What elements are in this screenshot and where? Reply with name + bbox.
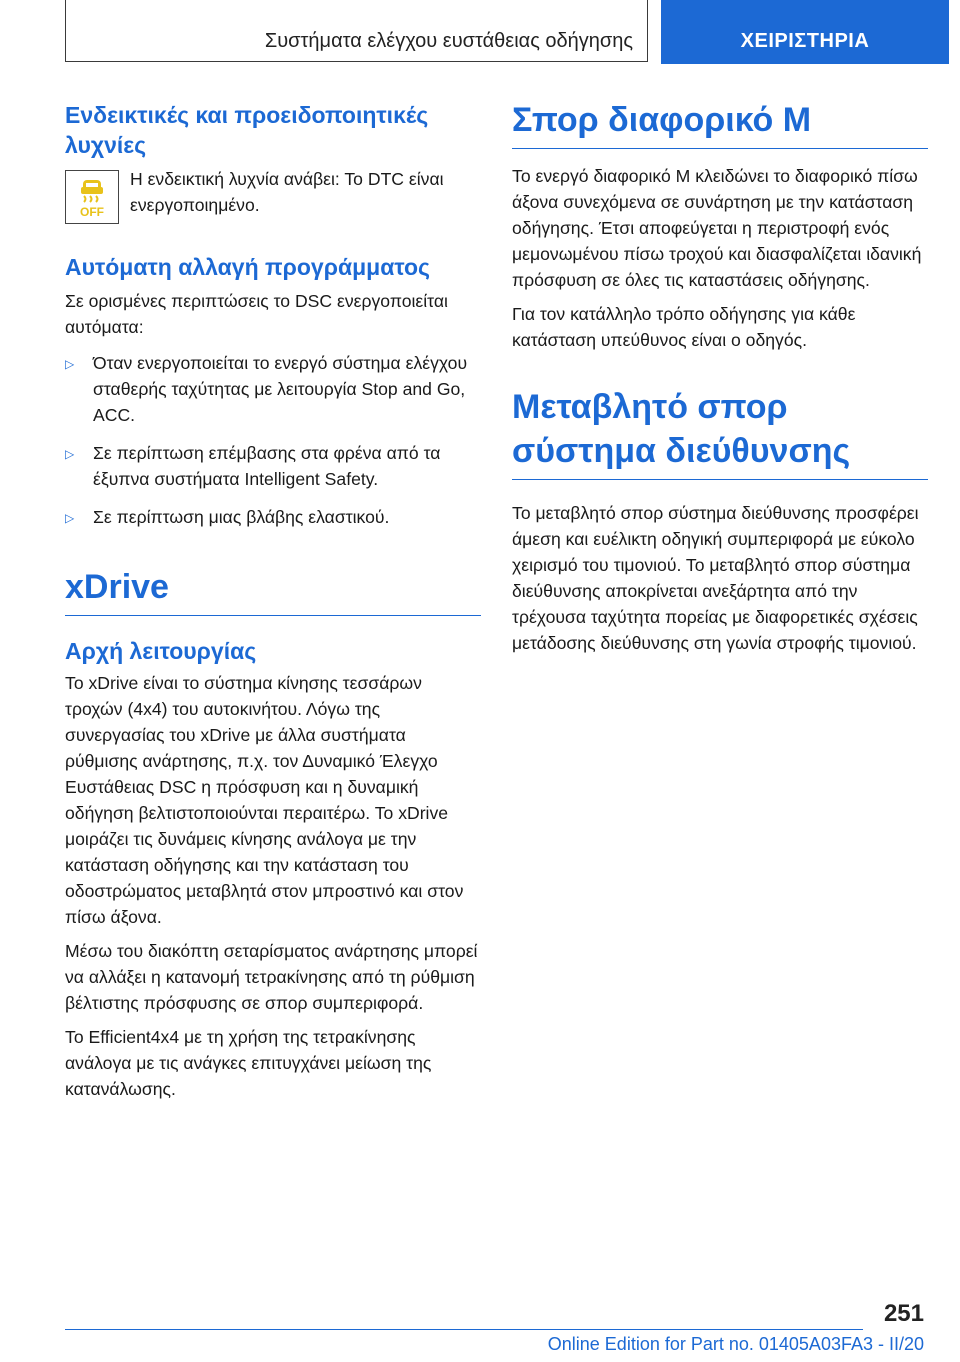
m-diff-paragraph-1: Το ενεργό διαφορικό Μ κλειδώνει το διαφορικό πίσω άξονα συνεχόμενα σε συνάρτηση με την κατάσταση οδήγησης. Έτσι αποφεύγεται η περιστροφή ενός μεμονωμένου πίσω τροχού και διασφαλίζεται ιδανική πρόσφυση σε όλες τις καταστάσεις οδήγησης. (512, 166, 922, 290)
auto-bullet-list (65, 350, 481, 531)
indicator-text: Η ενδεικτική λυχνία ανάβει: Το DTC είναι ενεργοποιημένο. (130, 169, 444, 215)
triangle-bullet-icon: ▷ (65, 511, 75, 525)
edition-text[interactable]: Online Edition for Part no. 01405A03FA3 - II/20 (547, 1334, 924, 1354)
auto-intro: Σε ορισμένες περιπτώσεις το DSC ενεργοποιείται αυτόματα: (65, 291, 448, 337)
section-title: Συστήματα ελέγχου ευστάθειας οδήγησης (264, 30, 633, 52)
indicator-note (65, 166, 481, 224)
principle-paragraph-1: Το xDrive είναι το σύστημα κίνησης τεσσάρων τροχών (4x4) του αυτοκινήτου. Λόγω της συνεργασίας του xDrive με άλλα συστήματα ρύθμισης ανάρτησης, π.χ. τον Δυναμικό Έλεγχο Ευστάθειας DSC η πρόσφυση και η δυναμική οδήγηση βελτιστοποιούνται περαιτέρω. Το xDrive μοιράζει τις δυνάμεις κίνησης ανάλογα με την κατάσταση οδήγησης και την κατάσταση του οδοστρώματος μεταβλητά στον μπροστινό και στον πίσω άξονα. (65, 673, 464, 927)
xdrive-heading: xDrive (65, 565, 481, 616)
list-item: ▷ Σε περίπτωση μιας βλάβης ελαστικού. (65, 504, 481, 531)
principle-paragraph-2: Μέσω του διακόπτη σεταρίσματος ανάρτησης μπορεί να αλλάξει η κατανομή τετρακίνησης από τη ρύθμιση βέλτιστης πρόσφυσης σε σπορ συμπεριφορά. (65, 941, 478, 1013)
page-number: 251 (883, 1300, 924, 1327)
footer-divider (65, 1329, 863, 1330)
header-frame (65, 0, 648, 62)
auto-change-heading: Αυτόματη αλλαγή προγράμματος (65, 254, 431, 280)
page-header (65, 0, 949, 64)
m-diff-paragraph-2: Για τον κατάλληλο τρόπο οδήγησης για κάθε κατάσταση υπεύθυνος είναι ο οδηγός. (512, 304, 856, 350)
m-diff-heading: Σπορ διαφορικό Μ (512, 98, 928, 149)
triangle-bullet-icon: ▷ (65, 447, 75, 461)
left-column (65, 100, 481, 1102)
right-column (512, 100, 928, 656)
list-item: ▷ Όταν ενεργοποιείται το ενεργό σύστημα ελέγχου σταθερής ταχύτητας με λειτουργία Stop and Go, ACC. (65, 350, 481, 428)
principle-paragraph-3: Το Efficient4x4 με τη χρήση της τετρακίνησης ανάλογα με τις ανάγκες επιτυγχάνει μείωση της κατανάλωσης. (65, 1027, 432, 1099)
variable-steering-heading: Μεταβλητό σπορ σύστημα διεύθυνσης (512, 385, 928, 480)
dsc-off-warning-icon (65, 170, 119, 224)
triangle-bullet-icon: ▷ (65, 357, 75, 371)
svg-text:OFF: OFF (80, 205, 104, 219)
indicator-heading: Ενδεικτικές και προειδοποιητικές λυχνίες (65, 102, 429, 158)
variable-steering-paragraph: Το μεταβλητό σπορ σύστημα διεύθυνσης προσφέρει άμεση και ευέλικτη οδηγική συμπεριφορά με εύκολο χειρισμό του τιμονιού. Το μεταβλητό σπορ σύστημα διεύθυνσης αποκρίνεται ανεξάρτητα από την τρέχουσα ταχύτητα πορείας με διαφορετικές σχέσεις μετάδοσης διεύθυνσης στη γωνία στροφής τιμονιού. (512, 503, 919, 653)
list-item: ▷ Σε περίπτωση επέμβασης στα φρένα από τα έξυπνα συστήματα Intelligent Safety. (65, 440, 481, 492)
chapter-tab[interactable]: ΧΕΙΡΙΣΤΗΡΙΑ (661, 0, 949, 64)
principle-heading: Αρχή λειτουργίας (65, 638, 257, 664)
